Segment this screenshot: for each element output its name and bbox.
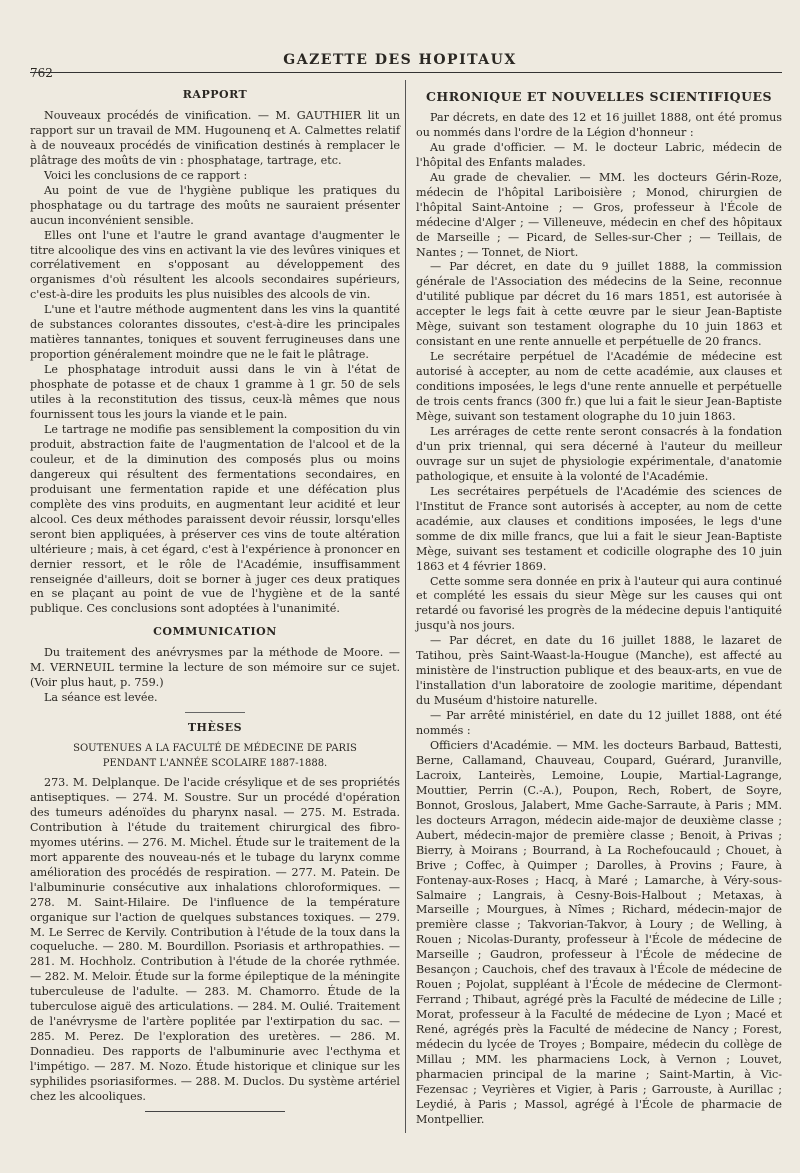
- chronique-paragraph: Au grade de chevalier. — MM. les docteurs Gérin-Roze, médecin de l'hôpital Lariboisière ; Monod, chirurgien de l'hôpital Saint-Antoine ; — Gros, professeur à l'École de médecine d'Alger ; — Villeneuve, médecin en chef des hôpitaux de Marseille ; — Picard, de Selles-sur-Cher ; — Teillais, de Nantes ; — Tonnet, de Niort.: [416, 170, 782, 259]
- chronique-paragraph: — Par décret, en date du 9 juillet 1888, la commission générale de l'Association des médecins de la Seine, reconnue d'utilité publique par décret du 16 mars 1851, est autorisée à accepter le legs fait à cette œuvre par le sieur Jean-Baptiste Mège, suivant son testament olographe du 10 juin 1863 et consistant en une rente annuelle et perpétuelle de 20 francs.: [416, 260, 782, 349]
- theses-subheading-year: PENDANT L'ANNÉE SCOLAIRE 1887-1888.: [102, 758, 328, 770]
- communication-paragraph: Du traitement des anévrysmes par la méthode de Moore. — M. VERNEUIL termine la lecture de son mémoire sur ce sujet. (Voir plus haut, p. 759.): [30, 646, 400, 690]
- column-divider: [405, 80, 406, 1133]
- left-column: [30, 80, 400, 1112]
- header-rule: [30, 72, 782, 73]
- rapport-paragraph: Elles ont l'une et l'autre le grand avantage d'augmenter le titre alcoolique des vins en activant la vie des levûres viniques et corrélativement en s'opposant au développement des organismes d'où résultent les alcools secondaires supérieurs, c'est-à-dire les produits les plus nuisibles des alcools de vin.: [30, 228, 400, 302]
- chronique-paragraph: — Par décret, en date du 16 juillet 1888, le lazaret de Tatihou, près Saint-Waast-la-Hougue (Manche), est affecté au ministère de l'instruction publique et des beaux-arts, en vue de l'installation d'un laboratoire de zoologie maritime, dépendant du Muséum d'histoire naturelle.: [416, 634, 782, 708]
- chronique-paragraph: Par décrets, en date des 12 et 16 juillet 1888, ont été promus ou nommés dans l'ordre de la Légion d'honneur :: [416, 110, 782, 139]
- chronique-paragraph: Les arrérages de cette rente seront consacrés à la fondation d'un prix triennal, qui sera décerné à l'auteur du meilleur ouvrage sur un sujet de physiologie expérimentale, d'anatomie pathologique, et ensuite à la volonté de l'Académie.: [416, 424, 782, 483]
- end-rule: [145, 1111, 285, 1112]
- journal-title: GAZETTE DES HOPITAUX: [283, 52, 517, 68]
- chronique-paragraph: — Par arrêté ministériel, en date du 12 juillet 1888, ont été nommés :: [416, 709, 782, 738]
- rapport-paragraph: L'une et l'autre méthode augmentent dans les vins la quantité de substances colorantes dissoutes, c'est-à-dire les principales matières tannantes, toniques et souvent ferrugineuses dans une proportion généralement moindre que ne le fait le plâtrage.: [30, 303, 400, 362]
- chronique-heading: CHRONIQUE ET NOUVELLES SCIENTIFIQUES: [425, 89, 773, 104]
- rapport-paragraph: Nouveaux procédés de vinification. — M. GAUTHIER lit un rapport sur un travail de MM. Hugounenq et A. Calmettes relatif à de nouveaux procédés de vinification destinés à remplacer le plâtrage des moûts de vin : phosphatage, tartrage, etc.: [30, 108, 400, 167]
- page-number: 762: [30, 66, 53, 80]
- rapport-paragraph: Le tartrage ne modifie pas sensiblement la composition du vin produit, abstraction faite de l'augmentation de l'alcool et de la couleur, et de la diminution des composés plus ou moins dangereux qui résultent des fermentations secondaires, en produisant une fermentation rapide et une défécation plus complète des vins produits, en augmentant leur acidité et leur alcool. Ces deux méthodes paraissent devoir réussir, lorsqu'elles seront bien appliquées, à préserver ces vins de toute altération ultérieure ; mais, à cet égard, c'est à l'expérience à prononcer en dernier ressort, et le rôle de l'Académie, insuffisamment renseignée d'ailleurs, doit se borner à juger ces deux pratiques en se plaçant au point de vue de l'hygiène et de la santé publique. Ces conclusions sont adoptées à l'unanimité.: [30, 422, 400, 616]
- rapport-paragraph: Au point de vue de l'hygiène publique les pratiques du phosphatage ou du tartrage des moûts ne sauraient présenter aucun inconvénient sensible.: [30, 183, 400, 227]
- theses-list: 273. M. Delplanque. De l'acide crésylique et de ses propriétés antiseptiques. — 274. M. Soustre. Sur un procédé d'opération des tumeurs adénoïdes du pharynx nasal. — 275. M. Estrada. Contribution à l'étude du traitement chirurgical des fibro-myomes utérins. — 276. M. Michel. Étude sur le traitement de la mort apparente des nouveau-nés et le tubage du larynx comme amélioration des procédés de respiration. — 277. M. Patein. De l'albuminurie consécutive aux inhalations chloroformiques. — 278. M. Saint-Hilaire. De l'influence de la température organique sur l'action de quelques substances toxiques. — 279. M. Le Serrec de Kervily. Contribution à l'étude de la toux dans la coqueluche. — 280. M. Bourdillon. Psoriasis et arthropathies. — 281. M. Hochholz. Contribution à l'étude de la chorée rythmée. — 282. M. Meloir. Étude sur la forme épileptique de la méningite tuberculeuse de l'adulte. — 283. M. Chamorro. Étude de la tuberculose aiguë des articulations. — 284. M. Oulié. Traitement de l'anévrysme de l'artère poplitée par l'extirpation du sac. — 285. M. Perez. De l'exploration des uretères. — 286. M. Donnadieu. Des rapports de l'albuminurie avec l'ecthyma et l'impétigo. — 287. M. Nozo. Étude historique et clinique sur les syphilides psoriasiformes. — 288. M. Duclos. Du système artériel chez les alcooliques.: [30, 775, 400, 1103]
- communication-heading: COMMUNICATION: [153, 625, 277, 639]
- chronique-paragraph: Cette somme sera donnée en prix à l'auteur qui aura continué et complété les essais du sieur Mège sur les causes qui ont retardé ou favorisé les progrès de la médecine depuis l'antiquité jusqu'à nos jours.: [416, 574, 782, 633]
- rapport-paragraph: Voici les conclusions de ce rapport :: [44, 168, 248, 182]
- right-column: [416, 80, 782, 1128]
- rapport-paragraph: Le phosphatage introduit aussi dans le vin à l'état de phosphate de potasse et de chaux 1 gramme à 1 gr. 50 de sels utiles à la reconstitution des tissus, ceux-là mêmes que nous fournissent tous les jours la viande et le pain.: [30, 363, 400, 422]
- rapport-heading: RAPPORT: [182, 88, 248, 101]
- theses-heading: THÈSES: [187, 721, 243, 735]
- chronique-paragraph: Le secrétaire perpétuel de l'Académie de médecine est autorisé à accepter, au nom de cette académie, aux clauses et conditions imposées, le legs d'une rente annuelle et perpétuelle de trois cents francs (300 fr.) que lui a fait le sieur Jean-Baptiste Mège, suivant son testament olographe du 10 juin 1863.: [416, 350, 782, 424]
- chronique-paragraph: Les secrétaires perpétuels de l'Académie des sciences de l'Institut de France sont autorisés à accepter, au nom de cette académie, aux clauses et conditions imposées, le legs d'une somme de dix mille francs, que lui a fait le sieur Jean-Baptiste Mège, suivant ses testament et codicille olographe des 10 juin 1863 et 4 février 1869.: [416, 484, 782, 573]
- chronique-paragraph: Officiers d'Académie. — MM. les docteurs Barbaud, Battesti, Berne, Callamand, Chauveau, Coupard, Guérard, Juranville, Lacroix, Lanteirès, Lemoine, Loupie, Martial-Lagrange, Mouttier, Perrin (C.-A.), Poupon, Rech, Robert, de Soyre, Bonnot, Groslous, Jalabert, Mme Gache-Sarraute, à Paris ; MM. les docteurs Arragon, médecin aide-major de deuxième classe ; Aubert, médecin-major de première classe ; Benoit, à Privas ; Bierry, à Moirans ; Bourrand, à La Rochefoucauld ; Chouet, à Brive ; Coffec, à Quimper ; Darolles, à Provins ; Faure, à Fontenay-aux-Roses ; Hacq, à Maré ; Lamarche, à Véry-sous-Salmaire ; Langrais, à Cesny-Bois-Halbout ; Metaxas, à Marseille ; Mourgues, à Nîmes ; Richard, médecin-major de première classe ; Takvorian-Takvor, à Loury ; de Welling, à Rouen ; Nicolas-Duranty, professeur à l'École de médecine de Marseille ; Gaudron, professeur à l'École de médecine de Besançon ; Cauchois, chef des travaux à l'École de médecine de Rouen ; Pojolat, suppléant à l'École de médecine de Clermont-Ferrand ; Thibaut, agrégé près la Faculté de médecine de Lille ; Morat, professeur à la Faculté de médecine de Lyon ; Macé et René, agrégés près la Faculté de médecine de Nancy ; Forest, médecin du lycée de Troyes ; Bompaire, médecin du collège de Millau ; MM. les pharmaciens Lock, à Vernon ; Louvet, pharmacien principal de la marine ; Saint-Martin, à Vic-Fezensac ; Veyrières et Vigier, à Paris ; Garrouste, à Aurillac ; Leydié, à Paris ; Massol, agrégé à l'École de pharmacie de Montpellier.: [416, 738, 782, 1126]
- seance-levee: La séance est levée.: [44, 691, 158, 705]
- theses-subheading: SOUTENUES A LA FACULTÉ DE MÉDECINE DE PARIS: [73, 743, 357, 755]
- separator: [185, 712, 245, 713]
- chronique-paragraph: Au grade d'officier. — M. le docteur Labric, médecin de l'hôpital des Enfants malades.: [416, 140, 782, 169]
